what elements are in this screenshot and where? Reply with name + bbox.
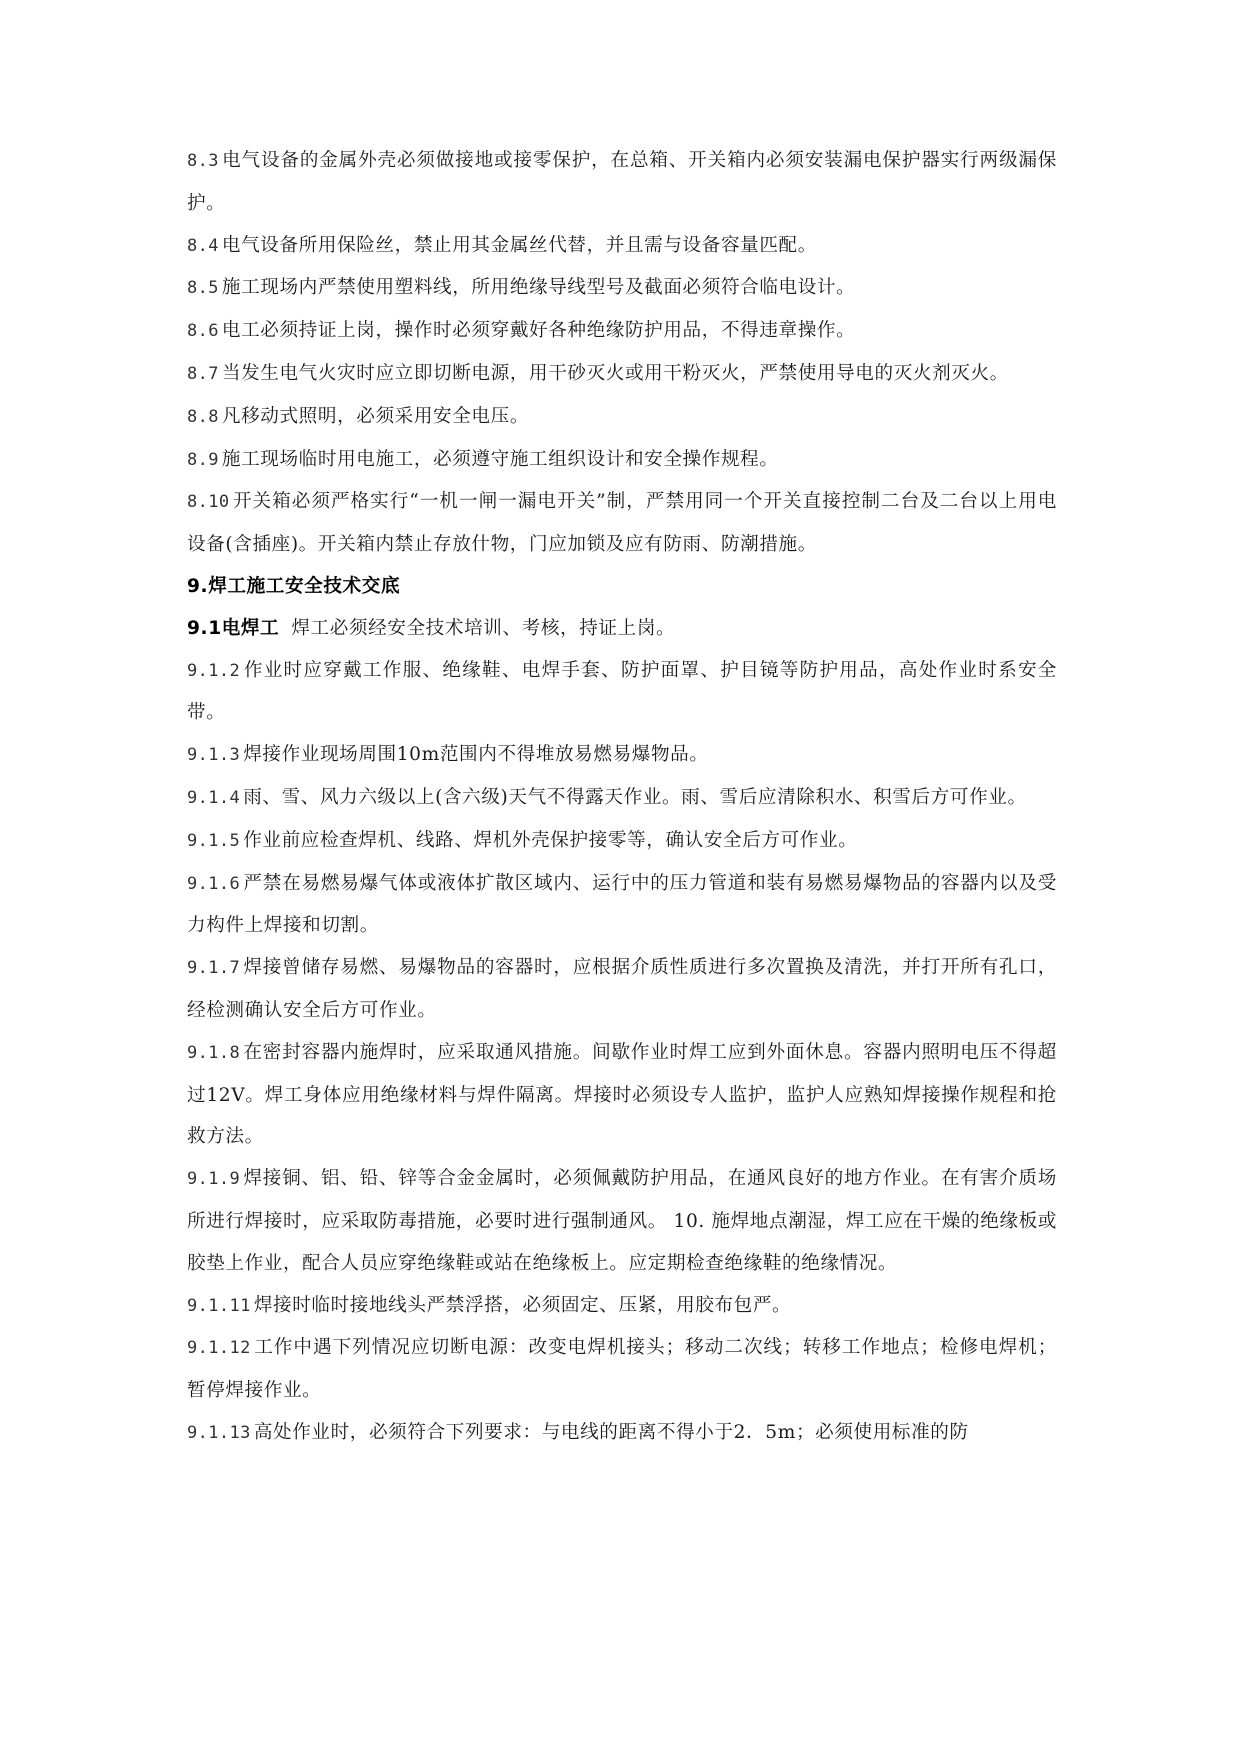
- section-heading: 9.焊工施工安全技术交底: [187, 575, 401, 597]
- paragraph-number: 8.5: [187, 278, 219, 299]
- paragraph-text: 电气设备的金属外壳必须做接地或接零保护，在总箱、开关箱内必须安装漏电保护器实行两级漏保护。: [187, 150, 1057, 214]
- item-9-1-8: [187, 1032, 1057, 1158]
- item-number: 9.1.8: [187, 1042, 241, 1063]
- item-9-1-6: [187, 863, 1057, 948]
- paragraph-number: 8.10: [187, 492, 230, 513]
- item-9-1-2: [187, 650, 1057, 735]
- paragraph-8-3: [187, 140, 1057, 225]
- paragraph-8-9: [187, 439, 1057, 482]
- paragraph-text: 当发生电气火灾时应立即切断电源，用干砂灭火或用干粉灭火，严禁使用导电的灭火剂灭火。: [221, 362, 1009, 384]
- paragraph-8-10: [187, 481, 1057, 566]
- item-number: 9.1.11: [187, 1295, 251, 1316]
- item-9-1-13: [187, 1412, 1057, 1455]
- item-text: 焊接曾储存易燃、易爆物品的容器时，应根据介质性质进行多次置换及清洗，并打开所有孔口，经检测确认安全后方可作业。: [187, 957, 1057, 1021]
- item-number: 9.1.7: [187, 958, 241, 979]
- paragraph-number: 8.8: [187, 406, 219, 427]
- paragraph-8-8: [187, 396, 1057, 439]
- paragraph-text: 电气设备所用保险丝，禁止用其金属丝代替，并且需与设备容量匹配。: [221, 234, 817, 256]
- item-text: 焊接作业现场周围10m范围内不得堆放易燃易爆物品。: [243, 744, 709, 766]
- item-9-1-3: [187, 734, 1057, 777]
- paragraph-8-6: [187, 310, 1057, 353]
- document-page: [187, 140, 1057, 1455]
- item-text: 雨、雪、风力六级以上(含六级)天气不得露天作业。雨、雪后应清除积水、积雪后方可作业。: [243, 786, 1027, 808]
- item-9-1-12: [187, 1327, 1057, 1412]
- paragraph-text: 施工现场内严禁使用塑料线，所用绝缘导线型号及截面必须符合临电设计。: [221, 277, 856, 299]
- item-number: 9.1.12: [187, 1338, 251, 1359]
- item-text: 严禁在易燃易爆气体或液体扩散区域内、运行中的压力管道和装有易燃易爆物品的容器内以及受力构件上焊接和切割。: [187, 872, 1057, 937]
- item-9-1-4: [187, 777, 1057, 820]
- item-number: 9.1.5: [187, 830, 241, 851]
- item-text: 在密封容器内施焊时，应采取通风措施。间歇作业时焊工应到外面休息。容器内照明电压不得超过12V。焊工身体应用绝缘材料与焊件隔离。焊接时必须设专人监护，监护人应熟知焊接操作规程和抢救方法。: [187, 1041, 1057, 1148]
- paragraph-number: 8.3: [187, 151, 219, 171]
- item-9-1-9: [187, 1158, 1057, 1284]
- paragraph-8-5: [187, 267, 1057, 310]
- paragraph-8-4: [187, 225, 1057, 268]
- sub-heading-text: 焊工必须经安全技术培训、考核，持证上岗。: [291, 617, 676, 639]
- item-text: 工作中遇下列情况应切断电源：改变电焊机接头；移动二次线；转移工作地点；检修电焊机；暂停焊接作业。: [187, 1337, 1057, 1402]
- paragraph-text: 施工现场临时用电施工，必须遵守施工组织设计和安全操作规程。: [221, 448, 779, 470]
- item-text: 作业时应穿戴工作服、绝缘鞋、电焊手套、防护面罩、护目镜等防护用品，高处作业时系安全带。: [187, 659, 1057, 724]
- item-9-1-5: [187, 820, 1057, 863]
- sub-heading-paragraph: [187, 608, 1057, 650]
- sub-heading-label: 9.1电焊工: [187, 617, 280, 639]
- item-text: 焊接铜、铝、铅、锌等合金金属时，必须佩戴防护用品，在通风良好的地方作业。在有害介质场所进行焊接时，应采取防毒措施，必要时进行强制通风。 10. 施焊地点潮湿，焊工应在干燥的绝缘板或胶垫上作业，配合人员应穿绝缘鞋或站在绝缘板上。应定期检查绝缘鞋的绝缘情况。: [187, 1168, 1057, 1274]
- paragraph-number: 8.9: [187, 449, 219, 470]
- item-text: 高处作业时，必须符合下列要求：与电线的距离不得小于2．5m；必须使用标准的防: [253, 1421, 969, 1443]
- item-9-1-11: [187, 1285, 1057, 1328]
- item-number: 9.1.6: [187, 873, 241, 894]
- paragraph-text: 开关箱必须严格实行“一机一闸一漏电开关”制，严禁用同一个开关直接控制二台及二台以上用电设备(含插座)。开关箱内禁止存放什物，门应加锁及应有防雨、防潮措施。: [187, 491, 1057, 556]
- item-text: 作业前应检查焊机、线路、焊机外壳保护接零等，确认安全后方可作业。: [243, 829, 858, 851]
- item-9-1-7: [187, 947, 1057, 1032]
- paragraph-number: 8.7: [187, 363, 219, 384]
- item-number: 9.1.4: [187, 787, 241, 808]
- item-text: 焊接时临时接地线头严禁浮搭，必须固定、压紧，用胶布包严。: [253, 1294, 792, 1316]
- item-number: 9.1.13: [187, 1422, 251, 1443]
- paragraph-text: 凡移动式照明，必须采用安全电压。: [221, 405, 530, 427]
- paragraph-text: 电工必须持证上岗，操作时必须穿戴好各种绝缘防护用品，不得违章操作。: [221, 320, 856, 342]
- paragraph-number: 8.6: [187, 321, 219, 342]
- item-number: 9.1.9: [187, 1169, 241, 1190]
- item-number: 9.1.3: [187, 745, 241, 766]
- paragraph-8-7: [187, 353, 1057, 396]
- item-number: 9.1.2: [187, 660, 241, 681]
- paragraph-number: 8.4: [187, 235, 219, 256]
